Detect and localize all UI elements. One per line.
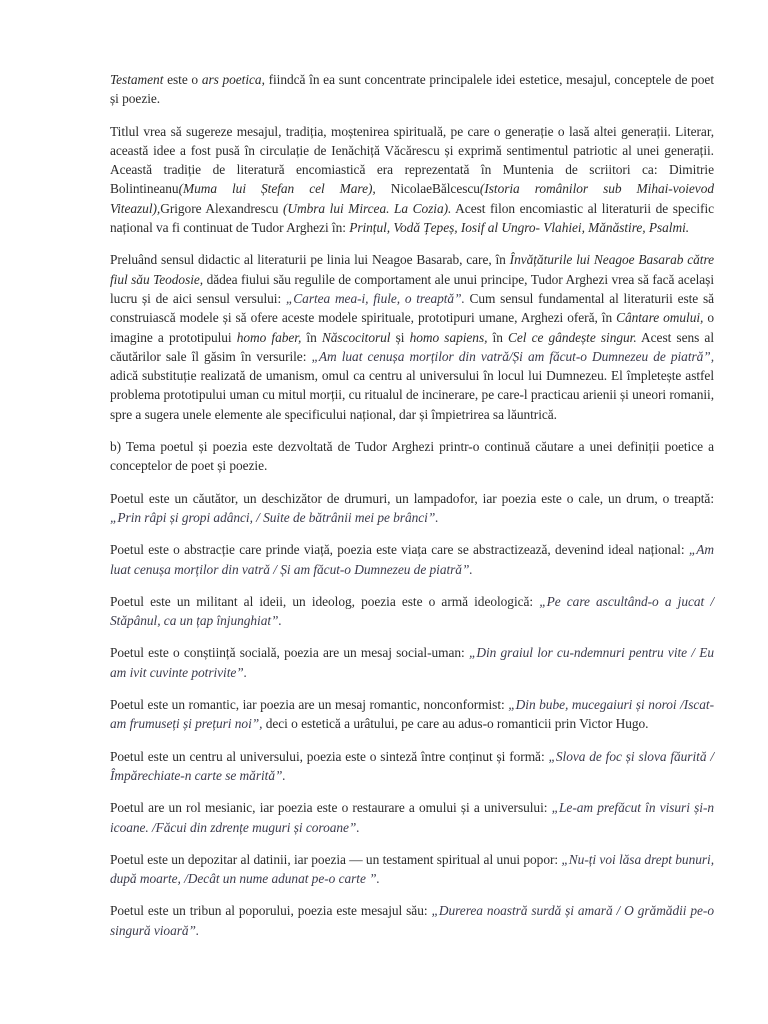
paragraph	[110, 122, 714, 238]
verse-quote: „Am luat cenușa morților din vatră / Și am făcut-o Dumnezeu de piatră”.	[110, 542, 714, 577]
verse-quote: „Am luat cenușa morților din vatră/Și am făcut-o Dumnezeu de piatră”,	[311, 348, 714, 364]
verse-quote: „Cartea mea-i, fiule, o treaptă”.	[285, 290, 465, 306]
body-text: b) Tema poetul și poezia este dezvoltată de Tudor Arghezi printr-o continuă căutare a unei definiții poetice a conceptelor de poet și poezie.	[110, 439, 714, 474]
italic-text: (Umbra lui Mircea. La Cozia).	[282, 200, 452, 216]
body-text: Poetul are un rol mesianic, iar poezia este o restaurare a omului și a universului:	[110, 800, 552, 816]
paragraph	[110, 850, 714, 889]
body-text: este o	[163, 72, 202, 87]
italic-text: (Muma lui Ștefan cel Mare),	[178, 181, 376, 197]
paragraph	[110, 695, 714, 734]
paragraph	[110, 798, 714, 837]
body-text: Poetul este o abstracție care prinde viață, poezia este viața care se abstractizează, devenind ideal național:	[110, 542, 689, 558]
italic-text: Născocitorul	[321, 329, 391, 345]
body-text: o imagine a prototipului	[110, 310, 714, 345]
verse-quote: „Slova de foc și slova făurită / Împărechiate-n carte se mărită”.	[110, 748, 715, 783]
body-text: , fiindcă în ea sunt concentrate principalele idei estetice, mesajul, conceptele de poet și poezie.	[110, 72, 714, 107]
body-text: Poetul este un romantic, iar poezia are un mesaj romantic, nonconformist:	[110, 697, 509, 713]
body-text: Grigore Alexandrescu	[160, 200, 283, 216]
paragraph	[110, 592, 714, 631]
italic-text: (Istoria românilor sub Mihai-voievod Viteazul),	[110, 181, 714, 216]
body-text: dădea fiului său regulile de comportament ale unui principe, Tudor Arghezi vrea să facă același lucru și de aici sensul versului:	[110, 271, 714, 306]
paragraph	[110, 747, 714, 786]
verse-quote: „Pe care ascultând-o a jucat / Stăpânul, ca un țap înjunghiat”.	[110, 593, 714, 629]
body-text: Poetul este un militant al ideii, un ideolog, poezia este o armă ideologică:	[110, 593, 540, 609]
paragraph	[110, 250, 714, 424]
body-text: Poetul este un depozitar al datinii, iar poezia — un testament spiritual al unui popor:	[110, 851, 562, 867]
paragraph	[110, 643, 714, 682]
italic-text: Învățăturile lui Neagoe Basarab către fiul său Teodosie,	[110, 252, 715, 287]
italic-text: Cel ce gândește singur.	[508, 329, 637, 345]
body-text: Preluând sensul didactic al literaturii pe linia lui Neagoe Basarab, care, în	[110, 252, 510, 268]
body-text: în	[301, 329, 322, 345]
verse-quote: „Le-am prefăcut în visuri și-n icoane. /Făcui din zdrențe muguri și coroane”.	[110, 800, 714, 835]
italic-text: Cântare omului,	[616, 310, 704, 326]
body-text: Poetul este o conștiință socială, poezia are un mesaj social-uman:	[110, 645, 469, 661]
body-text: Cum sensul fundamental al literaturii este să construiască modele și să ofere aceste modele spirituale, prototipuri umane, Arghezi oferă, în	[110, 290, 715, 326]
body-text: Acest filon encomiastic al literaturii de specific național va fi continuat de Tudor Arghezi în:	[110, 200, 715, 236]
italic-text: homo sapiens,	[409, 329, 488, 345]
verse-quote: „Din graiul lor cu-ndemnuri pentru vite / Eu am ivit cuvinte potrivite”.	[110, 645, 714, 680]
body-text: Poetul este un centru al universului, poezia este o sinteză între conținut și formă:	[110, 748, 549, 764]
body-text: în	[487, 329, 509, 345]
body-text: NicolaeBălcescu	[375, 181, 480, 197]
paragraph	[110, 540, 714, 579]
body-text: și	[390, 329, 410, 345]
paragraph	[110, 901, 714, 940]
paragraph	[110, 70, 714, 109]
paragraph	[110, 489, 714, 528]
italic-text: homo faber,	[236, 329, 302, 345]
verse-quote: „Nu-ți voi lăsa drept bunuri, după moarte, /Decât un nume adunat pe-o carte ”.	[110, 851, 714, 887]
body-text: Poetul este un tribun al poporului, poezia este mesajul său:	[110, 903, 432, 919]
paragraph	[110, 437, 714, 476]
italic-text: Prințul, Vodă Țepeș, Iosif al Ungro- Vlahiei, Mănăstire, Psalmi.	[349, 220, 690, 236]
body-text: Poetul este un căutător, un deschizător de drumuri, un lampadofor, iar poezia este o cale, un drum, o treaptă:	[110, 490, 714, 506]
body-text: Acest sens al căutărilor sale îl găsim în versurile:	[110, 329, 714, 364]
body-text: adică substituție realizată de umanism, omul ca centru al universului în locul lui Dumnezeu. El împletește astfel problema prototipului uman cu mitul morții, cu ritualul de incinerare, pe care-l practicau arienii și uneori romanii, spre a sugera unele elemente ale specificului național, dar și împietrirea sa lăuntrică.	[110, 368, 714, 422]
verse-quote: „Durerea noastră surdă și amară / O grămădii pe-o singură vioară”.	[110, 903, 714, 938]
verse-quote: „Din bube, mucegaiuri și noroi /Iscat-am frumuseți și prețuri noi”,	[110, 697, 714, 732]
italic-text: Testament	[110, 72, 164, 87]
body-text: Titlul vrea să sugereze mesajul, tradiția, moștenirea spirituală, pe care o generație o lasă altei generații. Literar, această idee a fost pusă în circulație de Ienăchiță Văcărescu și exprimă sentimentul patriotic al unei generații. Această tradiție de literatură encomiastică era reprezentată în Muntenia de scriitori ca: Dimitrie Bolintineanu	[110, 123, 714, 197]
verse-quote: „Prin râpi și gropi adânci, / Suite de bătrânii mei pe brânci”.	[110, 509, 439, 525]
italic-text: ars poetica	[201, 72, 262, 87]
body-text: deci o estetică a urâtului, pe care au adus-o romanticii prin Victor Hugo.	[262, 716, 649, 732]
